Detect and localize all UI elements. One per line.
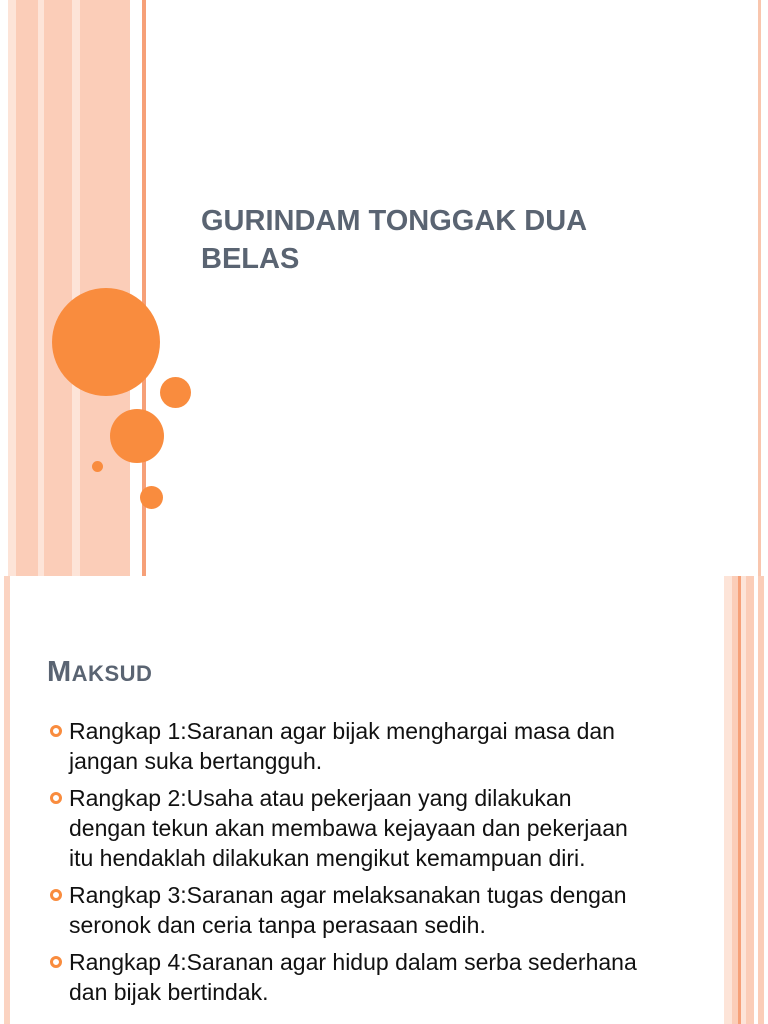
list-item-text: Rangkap 1:Saranan agar bijak menghargai masa dan jangan suka bertangguh. bbox=[69, 718, 615, 774]
list-item-text: Rangkap 3:Saranan agar melaksanakan tugas dengan seronok dan ceria tanpa perasaan sedih. bbox=[69, 882, 627, 938]
bullet-circle-icon bbox=[50, 956, 62, 968]
bullet-circle-icon bbox=[50, 725, 62, 737]
bullet-list bbox=[50, 716, 650, 1014]
list-item bbox=[50, 716, 650, 776]
decorative-circle-medium bbox=[110, 409, 164, 463]
list-item bbox=[50, 880, 650, 940]
decorative-circle-tiny bbox=[92, 461, 103, 472]
decorative-stripes bbox=[0, 0, 148, 576]
slide-title: GURINDAM TONGGAK DUA BELAS bbox=[201, 205, 587, 275]
list-item-text: Rangkap 2:Usaha atau pekerjaan yang dilakukan dengan tekun akan membawa kejayaan dan pekerjaan itu hendaklah dilakukan mengikut kemampuan diri. bbox=[69, 785, 628, 871]
decorative-circle-small bbox=[140, 486, 163, 509]
list-item bbox=[50, 947, 650, 1007]
list-item-text: Rangkap 4:Saranan agar hidup dalam serba sederhana dan bijak bertindak. bbox=[69, 949, 637, 1005]
decorative-circle-small bbox=[160, 377, 191, 408]
decorative-line bbox=[758, 0, 761, 576]
heading-rest: AKSUD bbox=[71, 661, 153, 686]
heading-initial: M bbox=[47, 656, 72, 688]
content-slide bbox=[0, 576, 768, 1024]
bullet-circle-icon bbox=[50, 792, 62, 804]
bullet-circle-icon bbox=[50, 889, 62, 901]
decorative-circle-large bbox=[52, 288, 160, 396]
decorative-stripes bbox=[724, 576, 768, 1024]
list-item bbox=[50, 783, 650, 873]
decorative-stripe bbox=[0, 576, 10, 1024]
slide-heading bbox=[47, 656, 647, 689]
